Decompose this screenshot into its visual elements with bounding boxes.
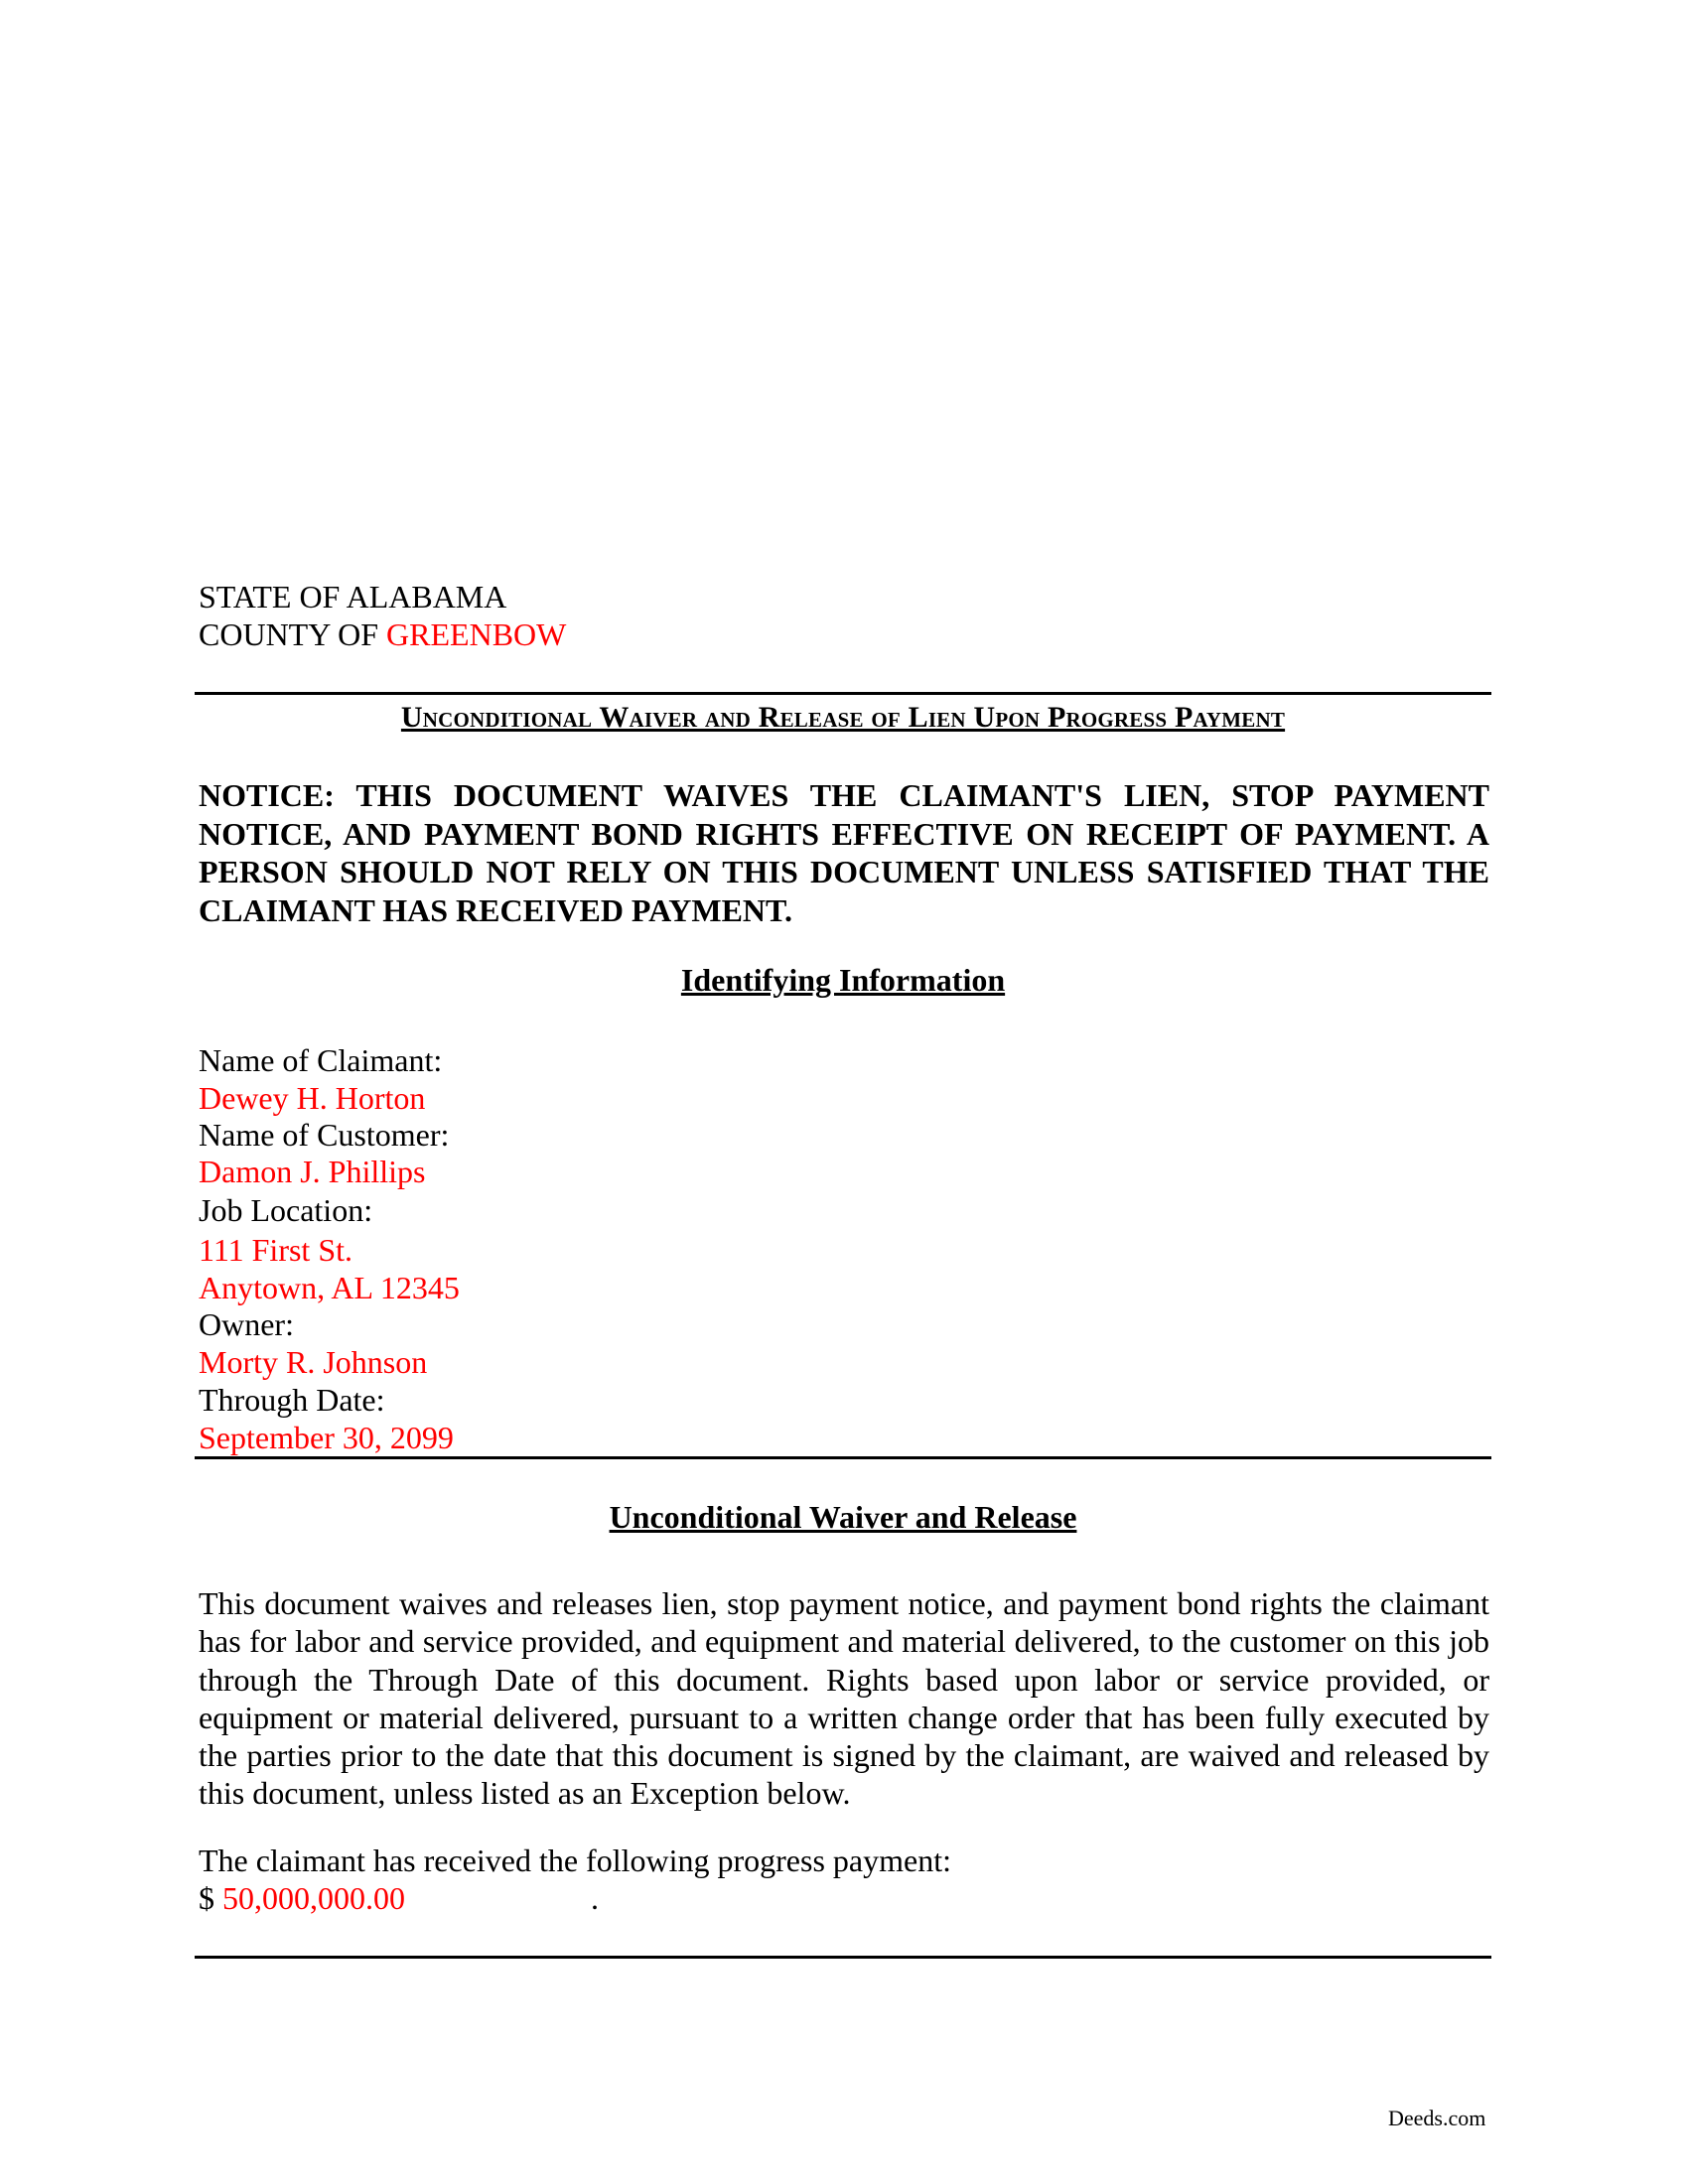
claimant-label: Name of Claimant: — [199, 1042, 443, 1078]
through-date-label: Through Date: — [199, 1382, 385, 1418]
owner-value: Morty R. Johnson — [199, 1344, 428, 1380]
bottom-divider — [195, 1956, 1491, 1959]
identifying-fields — [199, 1041, 460, 1456]
currency-symbol: $ — [199, 1880, 214, 1916]
top-divider — [195, 692, 1491, 695]
payment-trailing: . — [591, 1880, 599, 1916]
release-heading: Unconditional Waiver and Release — [609, 1499, 1077, 1535]
payment-label: The claimant has received the following progress payment: — [199, 1843, 951, 1878]
county-name: GREENBOW — [386, 616, 567, 652]
through-date-value: September 30, 2099 — [199, 1420, 454, 1455]
identifying-heading: Identifying Information — [680, 962, 1006, 998]
payment-line — [199, 1879, 405, 1917]
notice-text: NOTICE: THIS DOCUMENT WAIVES THE CLAIMANT'S LIEN, STOP PAYMENT NOTICE, AND PAYMENT BOND RIGHTS EFFECTIVE ON RECEIPT OF PAYMENT. A PERSON SHOULD NOT RELY ON THIS DOCUMENT UNLESS SATISFIED THAT THE CLAIMANT HAS RECEIVED PAYMENT. — [199, 777, 1489, 928]
customer-value: Damon J. Phillips — [199, 1154, 426, 1189]
owner-label: Owner: — [199, 1306, 294, 1342]
release-body: This document waives and releases lien, stop payment notice, and payment bond rights the claimant has for labor and service provided, and equipment and material delivered, to the customer on this job through the Through Date of this document. Rights based upon labor or service provided, or equipment or material delivered, pursuant to a written change order that has been fully executed by the parties prior to the date that this document is signed by the claimant, are waived and released by this document, unless listed as an Exception below. — [199, 1585, 1489, 1812]
document-title: Unconditional Waiver and Release of Lien Upon Progress Payment — [400, 701, 1286, 734]
job-location-label: Job Location: — [199, 1192, 373, 1228]
state-line: STATE OF ALABAMA — [199, 579, 507, 614]
county-prefix: COUNTY OF — [199, 616, 379, 652]
county-line — [199, 615, 566, 653]
middle-divider — [195, 1456, 1491, 1459]
footer-brand: Deeds.com — [1388, 2106, 1486, 2130]
job-location-line1: 111 First St. — [199, 1232, 352, 1268]
claimant-value: Dewey H. Horton — [199, 1080, 426, 1116]
payment-amount: 50,000,000.00 — [222, 1880, 405, 1916]
job-location-line2: Anytown, AL 12345 — [199, 1270, 460, 1305]
customer-label: Name of Customer: — [199, 1117, 450, 1153]
